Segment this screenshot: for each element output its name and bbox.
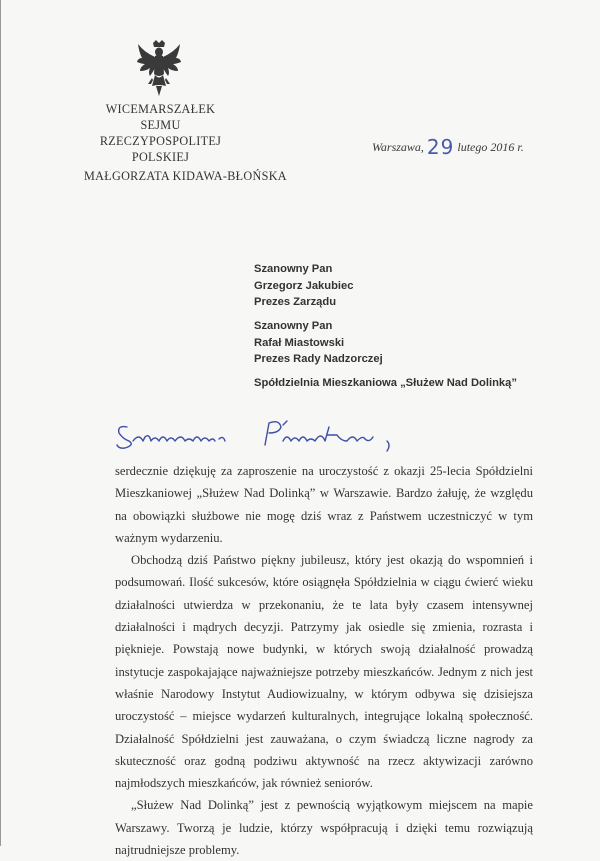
letter-body	[115, 460, 533, 861]
addressee-name: Grzegorz Jakubiec	[254, 279, 354, 292]
addressee-block-1	[254, 261, 353, 311]
addressee-position: Prezes Zarządu	[254, 296, 337, 308]
organization-name: Spółdzielnia Mieszkaniowa „Służew Nad Dolinką”	[254, 377, 517, 389]
letterhead-name: MAŁGORZATA KIDAWA-BŁOŃSKA	[84, 169, 287, 183]
addressee-position: Prezes Rady Nadzorczej	[254, 353, 383, 365]
letterhead	[84, 101, 287, 184]
polish-eagle-emblem	[136, 40, 182, 98]
addressee-greeting: Szanowny Pan	[254, 263, 333, 275]
body-paragraph: serdecznie dziękuję za zaproszenie na uroczystość z okazji 25-lecia Spółdzielni Mieszkaniowej „Służew Nad Dolinką” w Warszawie. Bardzo żałuję, że względu na obowiązki służbowe nie mogę dziś wraz z Państwem uczestniczyć w tym ważnym wydarzeniu.	[115, 464, 533, 545]
date-city: Warszawa,	[372, 140, 424, 154]
addressee-greeting: Szanowny Pan	[254, 320, 333, 332]
handwritten-salutation	[115, 415, 415, 455]
addressee-block-2	[254, 318, 383, 368]
date-rest: lutego 2016 r.	[457, 140, 524, 154]
date-day-handwritten: 29	[426, 135, 455, 159]
date-line	[372, 135, 524, 159]
addressee-name: Rafał Miastowski	[254, 336, 345, 349]
letterhead-title: WICEMARSZAŁEK SEJMU	[105, 102, 216, 132]
body-paragraph: „Służew Nad Dolinką” jest z pewnością wyjątkowym miejscem na mapie Warszawy. Tworzą je ludzie, którzy współpracują i dzięki temu rozwiązują najtrudniejsze problemy.	[115, 798, 533, 858]
letterhead-subtitle: RZECZYPOSPOLITEJ POLSKIEJ	[99, 134, 222, 164]
body-paragraph: Obchodzą dziś Państwo piękny jubileusz, który jest okazją do wspomnień i podsumowań. Ilość sukcesów, które osiągnęła Spółdzielnia w ciągu ćwierć wieku działalności utwierdza w przekonaniu, że te lata były czasem intensywnej działalności i mądrych decyzji. Patrzymy jak osiedle się zmienia, rozrasta i pięknieje. Powstają nowe budynki, w których swoją działalność prowadzą instytucje zaspokajające najważniejsze potrzeby mieszkańców. Jednym z nich jest właśnie Narodowy Instytut Audiowizualny, w którym odbywa się dzisiejsza uroczystość – miejsce wydarzeń kulturalnych, integrujące lokalną społeczność. Działalność Spółdzielni jest zauważana, o czym świadczą liczne nagrody za skuteczność oraz godną podziwu aktywność na rzecz aktywizacji zarówno najmłodszych mieszkańców, jak również seniorów.	[115, 553, 533, 791]
